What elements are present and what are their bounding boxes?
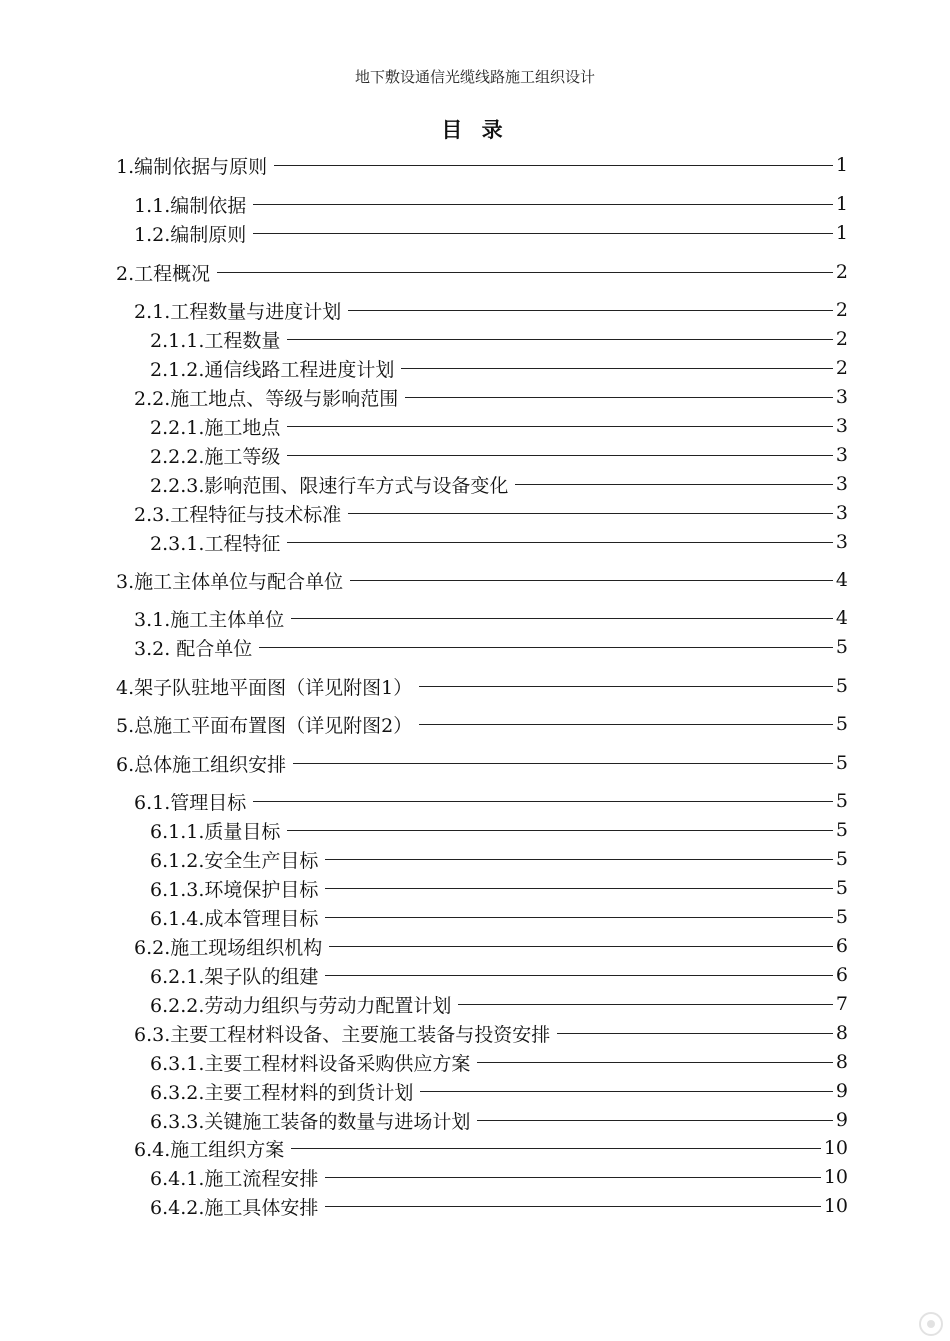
toc-entry-page-number: 8 — [835, 1051, 848, 1073]
toc-entry-label: 6.2.施工现场组织机构 — [134, 936, 323, 959]
toc-entry-label: 4.架子队驻地平面图（详见附图1） — [116, 676, 413, 699]
toc-entry-label: 1.2.编制原则 — [134, 223, 247, 246]
toc-entry-label: 6.1.3.环境保护目标 — [150, 878, 319, 901]
toc-entry[interactable] — [150, 529, 848, 555]
toc-entry-page-number: 5 — [835, 713, 848, 735]
toc-entry-label: 5.总施工平面布置图（详见附图2） — [116, 714, 413, 737]
toc-entry-page-number: 2 — [835, 328, 848, 350]
toc-entry-label: 2.1.1.工程数量 — [150, 329, 281, 352]
toc-entry[interactable] — [150, 355, 848, 381]
toc-leader-line — [557, 1033, 833, 1034]
toc-entry[interactable] — [134, 191, 848, 217]
toc-entry[interactable] — [116, 750, 848, 776]
toc-entry-page-number: 1 — [835, 193, 848, 215]
toc-entry-label: 2.1.2.通信线路工程进度计划 — [150, 358, 395, 381]
toc-entry[interactable] — [134, 1020, 848, 1046]
toc-entry[interactable] — [134, 297, 848, 323]
toc-entry[interactable] — [134, 220, 848, 246]
toc-entry-label: 1.编制依据与原则 — [116, 155, 268, 178]
toc-entry-page-number: 3 — [835, 415, 848, 437]
toc-entry-label: 6.3.1.主要工程材料设备采购供应方案 — [150, 1052, 471, 1075]
toc-entry-page-number: 5 — [835, 877, 848, 899]
toc-entry-label: 6.2.1.架子队的组建 — [150, 965, 319, 988]
toc-entry[interactable] — [134, 384, 848, 410]
toc-entry[interactable] — [134, 933, 848, 959]
toc-entry-label: 6.4.1.施工流程安排 — [150, 1167, 319, 1190]
toc-entry-page-number: 9 — [835, 1109, 848, 1131]
toc-entry-page-number: 10 — [823, 1195, 848, 1217]
toc-entry-label: 2.2.3.影响范围、限速行车方式与设备变化 — [150, 474, 509, 497]
toc-entry-label: 6.3.主要工程材料设备、主要施工装备与投资安排 — [134, 1023, 551, 1046]
toc-entry-page-number: 5 — [835, 636, 848, 658]
toc-leader-line — [253, 801, 833, 802]
toc-leader-line — [405, 397, 833, 398]
toc-entry-page-number: 1 — [835, 222, 848, 244]
toc-entry-label: 6.1.2.安全生产目标 — [150, 849, 319, 872]
toc-entry[interactable] — [150, 1107, 848, 1133]
toc-leader-line — [419, 686, 833, 687]
toc-leader-line — [287, 542, 833, 543]
toc-entry-page-number: 3 — [835, 386, 848, 408]
toc-entry-label: 2.1.工程数量与进度计划 — [134, 300, 342, 323]
toc-leader-line — [217, 272, 833, 273]
toc-entry-label: 6.1.4.成本管理目标 — [150, 907, 319, 930]
toc-entry-page-number: 3 — [835, 502, 848, 524]
toc-entry-page-number: 10 — [823, 1166, 848, 1188]
toc-entry[interactable] — [150, 326, 848, 352]
toc-entry[interactable] — [150, 904, 848, 930]
toc-entry-label: 6.总体施工组织安排 — [116, 753, 287, 776]
toc-leader-line — [325, 859, 833, 860]
toc-entry[interactable] — [150, 1164, 848, 1190]
toc-entry-page-number: 5 — [835, 906, 848, 928]
toc-entry-label: 6.2.2.劳动力组织与劳动力配置计划 — [150, 994, 452, 1017]
toc-leader-line — [287, 426, 833, 427]
toc-leader-line — [259, 647, 833, 648]
toc-entry[interactable] — [116, 673, 848, 699]
toc-entry[interactable] — [150, 471, 848, 497]
toc-entry-page-number: 8 — [835, 1022, 848, 1044]
toc-leader-line — [253, 233, 833, 234]
toc-entry-label: 6.1.管理目标 — [134, 791, 247, 814]
toc-entry-page-number: 5 — [835, 752, 848, 774]
toc-entry[interactable] — [116, 711, 848, 737]
toc-entry[interactable] — [150, 817, 848, 843]
toc-entry[interactable] — [150, 1049, 848, 1075]
toc-entry-label: 3.2. 配合单位 — [134, 637, 253, 660]
toc-entry-label: 2.工程概况 — [116, 262, 211, 285]
toc-entry-page-number: 4 — [835, 607, 848, 629]
toc-entry-label: 2.2.1.施工地点 — [150, 416, 281, 439]
toc-entry-label: 2.3.1.工程特征 — [150, 532, 281, 555]
toc-leader-line — [458, 1004, 833, 1005]
toc-entry-label: 2.3.工程特征与技术标准 — [134, 503, 342, 526]
toc-entry-page-number: 5 — [835, 819, 848, 841]
toc-entry-page-number: 5 — [835, 848, 848, 870]
toc-title: 目 录 — [441, 117, 509, 142]
toc-entry-page-number: 3 — [835, 444, 848, 466]
toc-entry[interactable] — [150, 1078, 848, 1104]
toc-entry-page-number: 7 — [835, 993, 848, 1015]
toc-entry[interactable] — [150, 962, 848, 988]
toc-leader-line — [515, 484, 833, 485]
toc-leader-line — [293, 763, 833, 764]
toc-entry[interactable] — [150, 875, 848, 901]
toc-leader-line — [350, 580, 833, 581]
toc-leader-line — [274, 165, 833, 166]
toc-leader-line — [325, 888, 833, 889]
toc-leader-line — [401, 368, 833, 369]
toc-entry-page-number: 3 — [835, 531, 848, 553]
toc-leader-line — [287, 830, 833, 831]
toc-leader-line — [325, 1206, 820, 1207]
toc-entry-page-number: 3 — [835, 473, 848, 495]
toc-leader-line — [420, 1091, 833, 1092]
toc-entry-page-number: 1 — [835, 154, 848, 176]
toc-entry-page-number: 2 — [835, 261, 848, 283]
toc-entry[interactable] — [134, 1135, 848, 1161]
toc-entry-label: 6.4.2.施工具体安排 — [150, 1196, 319, 1219]
toc-leader-line — [348, 310, 833, 311]
toc-entry-page-number: 6 — [835, 964, 848, 986]
toc-leader-line — [348, 513, 833, 514]
toc-entry-page-number: 2 — [835, 357, 848, 379]
toc-entry-label: 3.施工主体单位与配合单位 — [116, 570, 344, 593]
toc-entry-label: 2.2.施工地点、等级与影响范围 — [134, 387, 399, 410]
toc-entry-page-number: 5 — [835, 790, 848, 812]
toc-leader-line — [291, 1148, 821, 1149]
toc-entry[interactable] — [134, 605, 848, 631]
toc-leader-line — [419, 724, 833, 725]
toc-entry-label: 6.1.1.质量目标 — [150, 820, 281, 843]
toc-entry[interactable] — [116, 567, 848, 593]
toc-leader-line — [329, 946, 833, 947]
page-header: 地下敷设通信光缆线路施工组织设计 — [354, 68, 595, 86]
toc-entry[interactable] — [150, 442, 848, 468]
toc-entry-label: 1.1.编制依据 — [134, 194, 247, 217]
toc-entry-page-number: 5 — [835, 675, 848, 697]
toc-entry-label: 6.4.施工组织方案 — [134, 1138, 285, 1161]
toc-leader-line — [287, 339, 833, 340]
toc-leader-line — [325, 1177, 820, 1178]
toc-entry-page-number: 10 — [823, 1137, 848, 1159]
toc-entry-label: 3.1.施工主体单位 — [134, 608, 285, 631]
toc-entry[interactable] — [150, 991, 848, 1017]
toc-entry-page-number: 2 — [835, 299, 848, 321]
toc-leader-line — [477, 1062, 833, 1063]
toc-entry-label: 2.2.2.施工等级 — [150, 445, 281, 468]
toc-leader-line — [291, 618, 833, 619]
toc-entry[interactable] — [116, 259, 848, 285]
toc-entry-page-number: 9 — [835, 1080, 848, 1102]
toc-entry[interactable] — [150, 1193, 848, 1219]
toc-leader-line — [325, 975, 833, 976]
toc-leader-line — [253, 204, 833, 205]
toc-entry[interactable] — [116, 152, 848, 178]
toc-entry[interactable] — [134, 500, 848, 526]
toc-entry[interactable] — [134, 634, 848, 660]
toc-leader-line — [325, 917, 833, 918]
toc-entry-page-number: 6 — [835, 935, 848, 957]
toc-entry-label: 6.3.3.关键施工装备的数量与进场计划 — [150, 1110, 471, 1133]
watermark-logo-icon — [918, 1311, 944, 1337]
toc-entry-label: 6.3.2.主要工程材料的到货计划 — [150, 1081, 414, 1104]
toc-entry[interactable] — [150, 846, 848, 872]
toc-leader-line — [287, 455, 833, 456]
toc-leader-line — [477, 1120, 833, 1121]
toc-entry[interactable] — [134, 788, 848, 814]
toc-entry[interactable] — [150, 413, 848, 439]
toc-entry-page-number: 4 — [835, 569, 848, 591]
